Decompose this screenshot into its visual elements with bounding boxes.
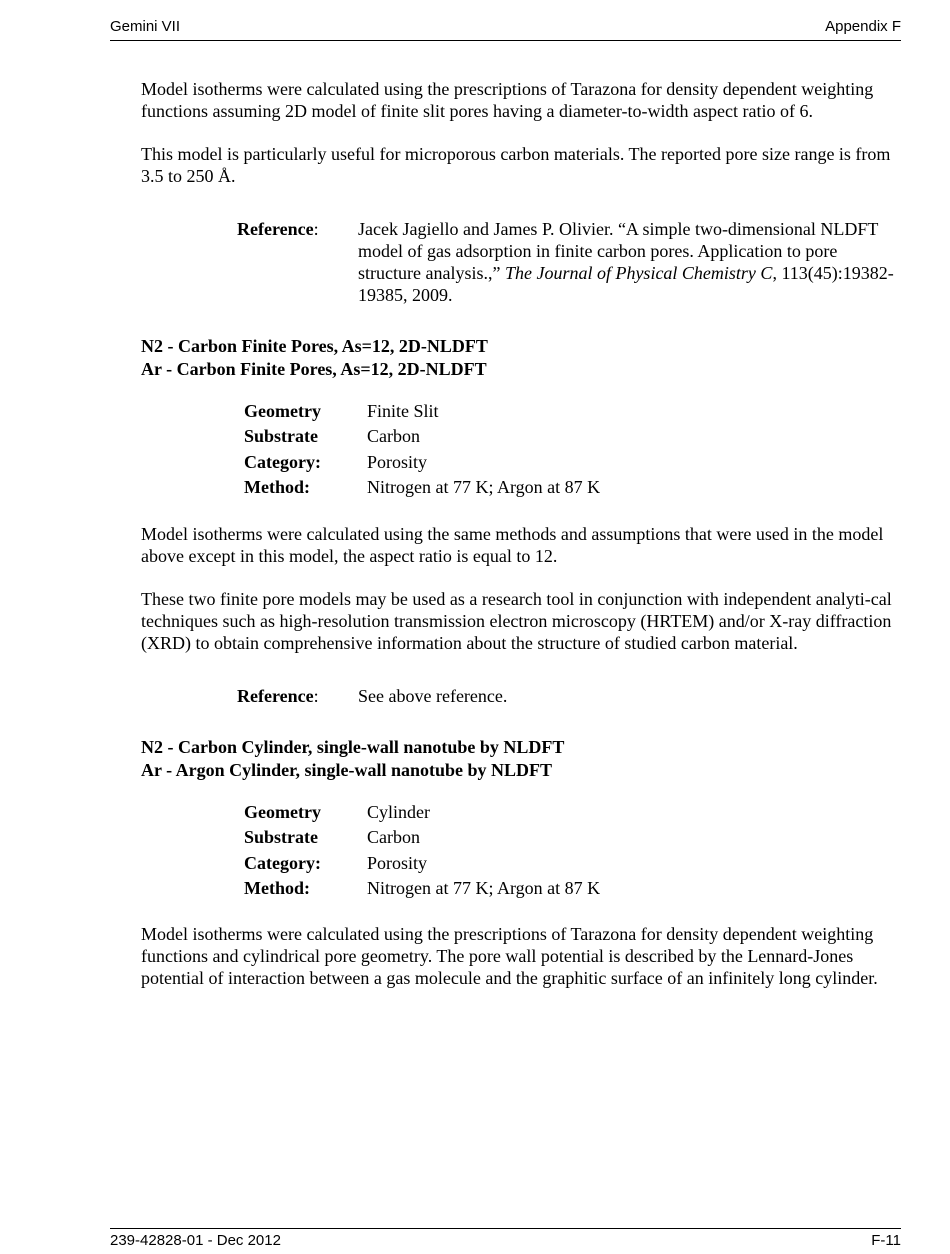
property-row bbox=[244, 876, 600, 901]
property-key: Substrate bbox=[244, 827, 319, 848]
property-row bbox=[244, 399, 600, 424]
citation-details: , 113(45):19382-19385, 2009. bbox=[358, 263, 894, 305]
section2-heading-line2: Ar - Carbon Finite Pores, As=12, 2D-NLDFT bbox=[141, 359, 487, 379]
section2-heading-line1: N2 - Carbon Finite Pores, As=12, 2D-NLDFT bbox=[141, 336, 488, 356]
section2-properties-table bbox=[244, 399, 600, 500]
reference-label: Reference: bbox=[237, 686, 319, 706]
footer-document-number: 239-42828-01 - Dec 2012 bbox=[110, 1232, 281, 1249]
reference-label: Reference: bbox=[237, 219, 319, 239]
property-key: Method: bbox=[244, 476, 310, 497]
property-key: Geometry bbox=[244, 802, 321, 822]
reference-citation bbox=[358, 218, 903, 306]
property-row bbox=[244, 475, 600, 500]
citation-journal: The Journal of Physical Chemistry C bbox=[504, 263, 773, 283]
property-value: Nitrogen at 77 K; Argon at 87 K bbox=[367, 877, 601, 898]
property-value: Carbon bbox=[367, 426, 420, 447]
header-section-title: Appendix F bbox=[825, 18, 901, 35]
header-document-title: Gemini VII bbox=[110, 18, 181, 35]
property-value: Porosity bbox=[367, 451, 428, 472]
section3-heading-line2: Ar - Argon Cylinder, single-wall nanotube by NLDFT bbox=[141, 760, 553, 780]
property-value: Carbon bbox=[367, 827, 420, 848]
section3-paragraph-1: Model isotherms were calculated using the prescriptions of Tarazona for density dependent weighting functions and cylindrical pore geometry. The pore wall potential is described by the Lennard-Jones potential of interaction between a gas molecule and the graphitic surface of an infinitely long cylinder. bbox=[141, 924, 878, 988]
footer-page-number: F-11 bbox=[871, 1232, 901, 1249]
property-row bbox=[244, 851, 600, 876]
property-value: Finite Slit bbox=[367, 401, 439, 421]
property-value: Cylinder bbox=[367, 802, 430, 822]
property-value: Nitrogen at 77 K; Argon at 87 K bbox=[367, 476, 601, 497]
page-footer bbox=[110, 1228, 901, 1249]
property-value: Porosity bbox=[367, 852, 428, 873]
reference-text: See above reference. bbox=[358, 686, 508, 706]
property-row bbox=[244, 825, 600, 850]
page-header bbox=[110, 18, 901, 41]
property-row bbox=[244, 800, 600, 825]
property-key: Category: bbox=[244, 451, 321, 472]
property-row bbox=[244, 450, 600, 475]
section2-paragraph-2: These two finite pore models may be used as a research tool in conjunction with independent analyti-cal techniques such as high-resolution transmission electron microscopy (HRTEM) and/or X-ray diffraction (XRD) to obtain comprehensive information about the structure of studied carbon material. bbox=[141, 589, 892, 653]
section3-heading-line1: N2 - Carbon Cylinder, single-wall nanotube by NLDFT bbox=[141, 737, 565, 757]
section2-paragraph-1: Model isotherms were calculated using the same methods and assumptions that were used in the model above except in this model, the aspect ratio is equal to 12. bbox=[141, 524, 884, 566]
property-key: Substrate bbox=[244, 426, 319, 447]
property-row bbox=[244, 424, 600, 449]
section1-paragraph-2: This model is particularly useful for microporous carbon materials. The reported pore size range is from 3.5 to 250 Å. bbox=[141, 144, 891, 186]
section3-properties-table bbox=[244, 800, 600, 901]
property-key: Geometry bbox=[244, 401, 321, 421]
property-key: Method: bbox=[244, 877, 310, 898]
section1-paragraph-1: Model isotherms were calculated using the prescriptions of Tarazona for density dependent weighting functions assuming 2D model of finite slit pores having a diameter-to-width aspect ratio of 6. bbox=[141, 79, 874, 121]
citation-authors-title: Jacek Jagiello and James P. Olivier. “A simple two-dimensional NLDFT model of gas adsorption in finite carbon pores. Application to pore structure analysis.,” bbox=[358, 219, 879, 283]
property-key: Category: bbox=[244, 852, 321, 873]
